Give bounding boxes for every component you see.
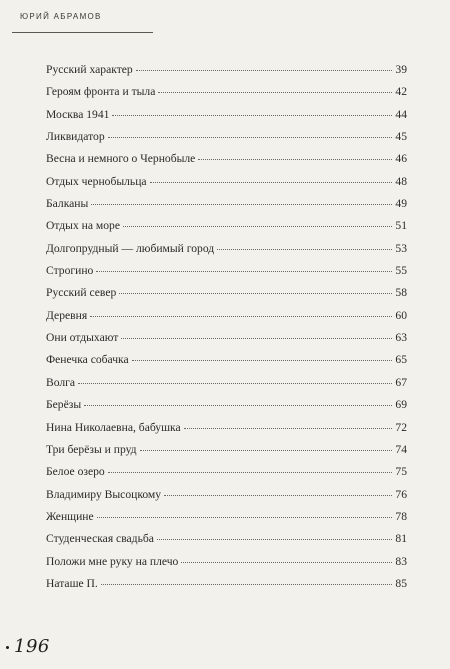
toc-entry (46, 573, 407, 595)
toc-entry-page: 51 (395, 219, 407, 233)
toc-entry (46, 59, 407, 81)
toc-entry-title: Владимиру Высоцкому (46, 487, 162, 501)
toc-entry-title: Положи мне руку на плечо (46, 554, 179, 568)
toc-entry-title: Белое озеро (46, 465, 105, 479)
toc-entry-page: 39 (395, 63, 407, 76)
toc-entry-title: Наташе П. (46, 576, 98, 590)
toc-entry-page: 65 (395, 353, 407, 367)
dot-leader (132, 360, 392, 361)
toc-entry (46, 528, 407, 550)
dot-leader (84, 405, 392, 406)
page-number (6, 636, 50, 657)
toc-entry (46, 104, 407, 126)
toc-entry-page: 85 (395, 576, 407, 590)
toc-entry-page: 60 (395, 308, 407, 322)
toc-entry (46, 484, 407, 506)
dot-leader (112, 115, 392, 116)
toc-entry-title: Они отдыхают (46, 331, 119, 345)
toc-entry-page: 55 (395, 264, 407, 278)
dot-leader (181, 562, 392, 563)
dot-leader (140, 450, 392, 451)
toc-entry-title: Отдых чернобыльца (46, 174, 147, 188)
toc-entry-title: Отдых на море (46, 219, 120, 233)
toc-entry-title: Фенечка собачка (46, 353, 129, 367)
toc-entry-title: Русский север (46, 286, 117, 300)
toc-entry-title: Долгопрудный — любимый город (46, 241, 215, 255)
toc-entry (46, 551, 407, 573)
toc-entry (46, 327, 407, 349)
toc-entry-title: Балканы (46, 197, 89, 211)
dot-leader (97, 517, 392, 518)
page-number-text: 196 (14, 636, 50, 657)
toc-entry-page: 42 (395, 85, 407, 99)
table-of-contents (46, 59, 407, 595)
dot-leader (136, 70, 392, 71)
dot-leader (108, 137, 392, 138)
toc-entry (46, 439, 407, 461)
dot-leader (150, 182, 392, 183)
dot-leader (108, 472, 392, 473)
toc-entry-page: 53 (395, 241, 407, 255)
toc-entry-title: Героям фронта и тыла (46, 85, 156, 99)
toc-entry-page: 46 (395, 152, 407, 166)
toc-entry-page: 45 (395, 130, 407, 144)
toc-entry-title: Волга (46, 375, 76, 389)
toc-entry-page: 69 (395, 398, 407, 412)
toc-entry (46, 394, 407, 416)
toc-entry-page: 67 (395, 375, 407, 389)
toc-entry-page: 58 (395, 286, 407, 300)
toc-entry (46, 372, 407, 394)
toc-entry-page: 44 (395, 107, 407, 121)
toc-entry-page: 63 (395, 331, 407, 345)
toc-entry (46, 461, 407, 483)
toc-entry-page: 74 (395, 442, 407, 456)
toc-entry (46, 282, 407, 304)
toc-entry-title: Москва 1941 (46, 107, 110, 121)
dot-leader (96, 271, 392, 272)
toc-entry-title: Ликвидатор (46, 130, 105, 144)
toc-entry-title: Строгино (46, 264, 94, 278)
toc-entry (46, 126, 407, 148)
toc-entry (46, 171, 407, 193)
toc-entry (46, 349, 407, 371)
toc-entry-title: Женщине (46, 509, 94, 523)
toc-entry-title: Деревня (46, 308, 88, 322)
toc-entry-page: 78 (395, 509, 407, 523)
toc-entry (46, 215, 407, 237)
toc-entry (46, 305, 407, 327)
folio-mark (6, 646, 9, 649)
running-head: ЮРИЙ АБРАМОВ (20, 12, 102, 21)
toc-entry (46, 81, 407, 103)
dot-leader (91, 204, 392, 205)
toc-entry-title: Студенческая свадьба (46, 532, 154, 546)
toc-entry-page: 72 (395, 420, 407, 434)
dot-leader (198, 159, 392, 160)
dot-leader (119, 293, 392, 294)
toc-entry-title: Нина Николаевна, бабушка (46, 420, 181, 434)
dot-leader (184, 428, 392, 429)
toc-entry-page: 81 (395, 532, 407, 546)
dot-leader (164, 495, 392, 496)
toc-entry-page: 48 (395, 174, 407, 188)
dot-leader (121, 338, 392, 339)
toc-entry (46, 417, 407, 439)
dot-leader (101, 584, 392, 585)
header-rule (12, 32, 153, 33)
toc-entry-title: Русский характер (46, 63, 133, 76)
toc-entry-page: 75 (395, 465, 407, 479)
dot-leader (78, 383, 392, 384)
toc-entry (46, 260, 407, 282)
toc-entry-page: 83 (395, 554, 407, 568)
toc-entry-title: Берёзы (46, 398, 82, 412)
toc-entry-title: Весна и немного о Чернобыле (46, 152, 196, 166)
dot-leader (158, 92, 392, 93)
dot-leader (157, 539, 392, 540)
dot-leader (123, 226, 392, 227)
toc-entry (46, 506, 407, 528)
toc-entry-page: 49 (395, 197, 407, 211)
dot-leader (90, 316, 392, 317)
toc-entry-page: 76 (395, 487, 407, 501)
toc-entry (46, 148, 407, 170)
toc-entry (46, 238, 407, 260)
toc-entry (46, 193, 407, 215)
dot-leader (217, 249, 392, 250)
toc-entry-title: Три берёзы и пруд (46, 442, 137, 456)
